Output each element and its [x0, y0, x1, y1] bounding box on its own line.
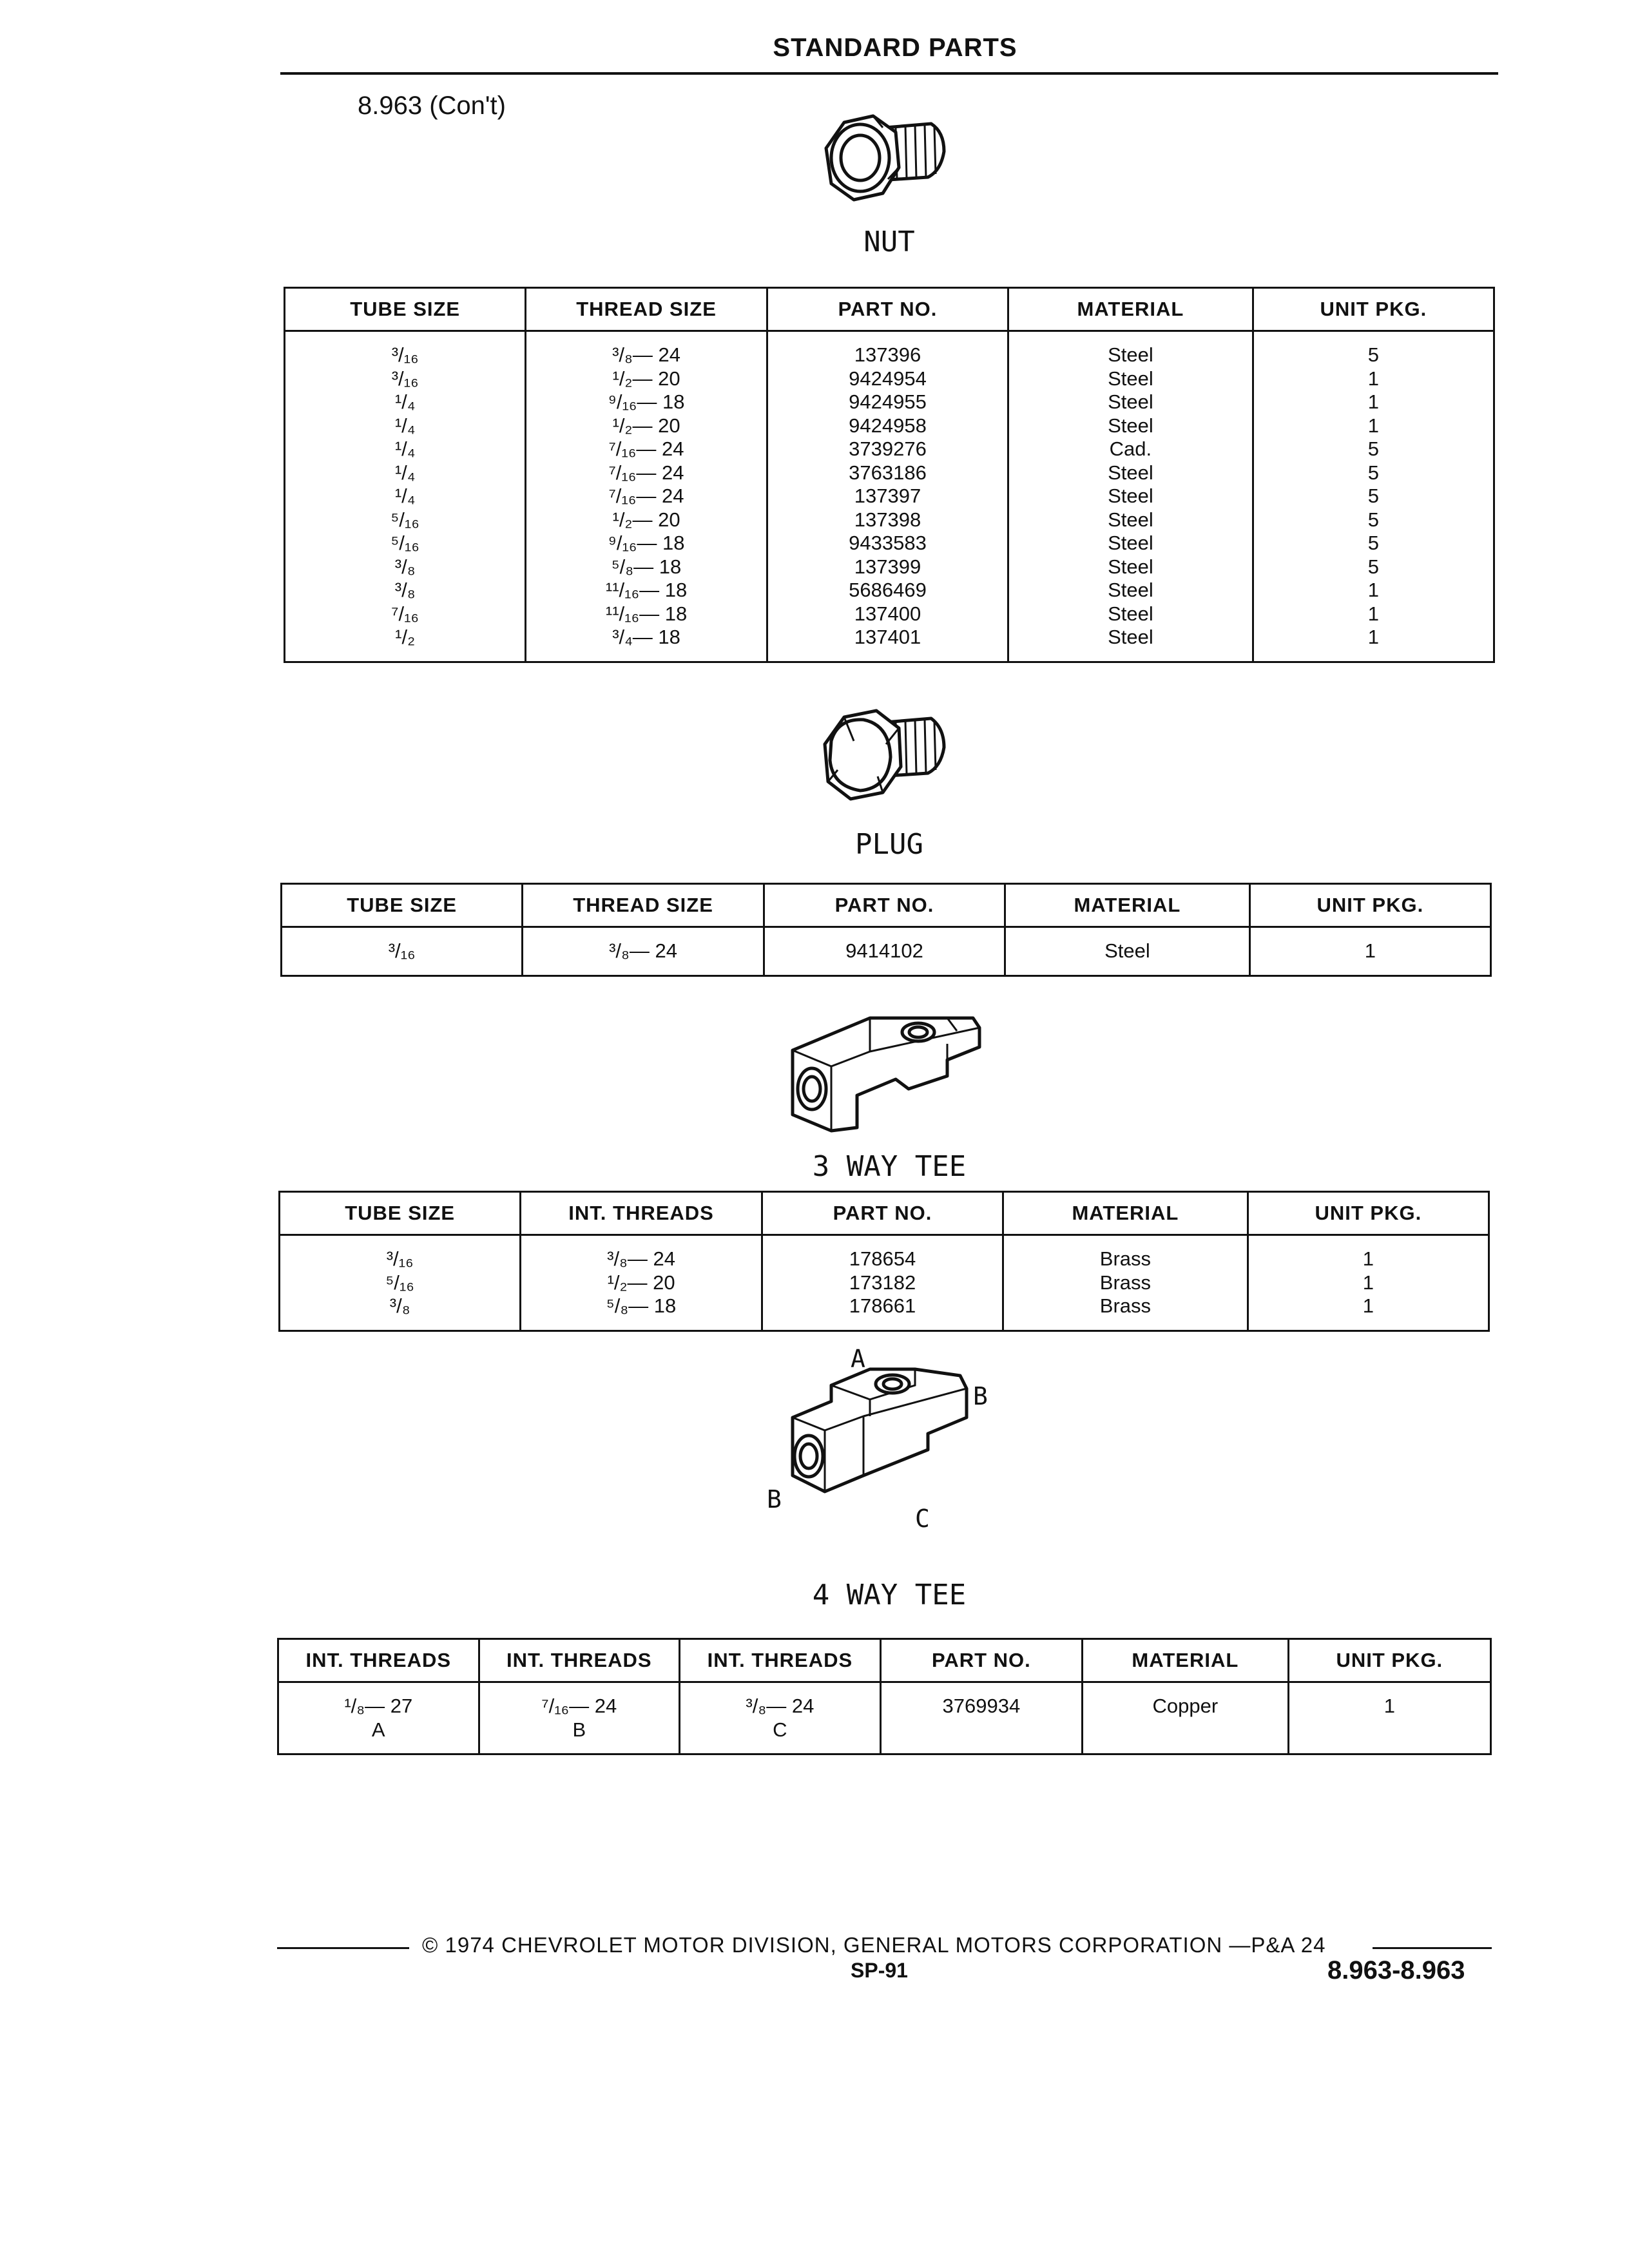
column-header: MATERIAL	[1005, 884, 1250, 927]
column-header: INT. THREADS	[680, 1639, 881, 1682]
column-header: TUBE SIZE	[282, 884, 523, 927]
tube-size-cell: ³/₁₆	[282, 927, 523, 976]
plug-table	[280, 883, 1492, 977]
column-header: TUBE SIZE	[285, 288, 526, 331]
column-header: THREAD SIZE	[523, 884, 764, 927]
column-header: INT. THREADS	[278, 1639, 479, 1682]
part-no-cell: 3769934	[880, 1682, 1082, 1754]
header-rule	[280, 72, 1498, 75]
four-way-tee-illustration	[767, 1345, 1012, 1533]
nut-caption: NUT	[863, 226, 915, 258]
page-number: SP-91	[851, 1959, 908, 1982]
footer-rule-right	[1373, 1947, 1492, 1949]
column-header: PART NO.	[767, 288, 1008, 331]
int-threads-c-cell: ³/₈— 24 C	[680, 1682, 881, 1754]
table-row	[282, 927, 1491, 976]
unit-pkg-cell: 1	[1249, 927, 1490, 976]
material-cell: Steel	[1005, 927, 1250, 976]
int-threads-a-cell: ¹/₈— 27 A	[278, 1682, 479, 1754]
column-header: INT. THREADS	[479, 1639, 680, 1682]
table-row	[278, 1682, 1491, 1754]
column-header: MATERIAL	[1003, 1192, 1248, 1235]
thread-size-cell: ³/₈— 24 ¹/₂— 20 ⁹/₁₆— 18 ¹/₂— 20 ⁷/₁₆— 24 ⁷/₁₆— 24 ⁷/₁₆— 24 ¹/₂— 20 ⁹/₁₆— 18 ⁵/₈— 18 ¹¹/₁₆— 18 ¹¹/₁₆— 18 ³/₄— 18	[526, 331, 767, 662]
int-threads-cell: ³/₈— 24 ¹/₂— 20 ⁵/₈— 18	[521, 1235, 762, 1331]
nut-table	[284, 287, 1495, 663]
three-way-tee-caption: 3 WAY TEE	[812, 1150, 967, 1183]
label-a: A	[851, 1345, 865, 1373]
label-b-top: B	[973, 1382, 988, 1410]
label-b-left: B	[767, 1485, 782, 1514]
column-header: INT. THREADS	[521, 1192, 762, 1235]
nut-illustration	[818, 110, 954, 203]
three-way-tee-illustration	[786, 1005, 992, 1134]
tube-size-cell: ³/₁₆ ³/₁₆ ¹/₄ ¹/₄ ¹/₄ ¹/₄ ¹/₄ ⁵/₁₆ ⁵/₁₆ ³/₈ ³/₈ ⁷/₁₆ ¹/₂	[285, 331, 526, 662]
thread-size-cell: ³/₈— 24	[523, 927, 764, 976]
copyright-line: © 1974 CHEVROLET MOTOR DIVISION, GENERAL MOTORS CORPORATION —P&A 24	[422, 1933, 1326, 1957]
material-cell: Copper	[1083, 1682, 1289, 1754]
plug-caption: PLUG	[855, 828, 923, 861]
material-cell: Steel Steel Steel Steel Cad. Steel Steel Steel Steel Steel Steel Steel Steel	[1008, 331, 1253, 662]
table-row	[280, 1235, 1489, 1331]
part-no-cell: 137396 9424954 9424955 9424958 3739276 3763186 137397 137398 9433583 137399 5686469 137400 137401	[767, 331, 1008, 662]
footer-rule-left	[277, 1947, 409, 1949]
plug-illustration	[818, 706, 954, 802]
material-cell: Brass Brass Brass	[1003, 1235, 1248, 1331]
four-way-tee-table	[277, 1638, 1492, 1755]
page-title: STANDARD PARTS	[773, 34, 1017, 62]
label-c: C	[915, 1504, 930, 1533]
column-header: UNIT PKG.	[1249, 884, 1490, 927]
column-header: MATERIAL	[1083, 1639, 1289, 1682]
three-way-tee-table	[278, 1191, 1490, 1332]
section-number: 8.963 (Con't)	[358, 91, 506, 120]
column-header: TUBE SIZE	[280, 1192, 521, 1235]
unit-pkg-cell: 1	[1288, 1682, 1490, 1754]
part-no-cell: 9414102	[764, 927, 1005, 976]
column-header: UNIT PKG.	[1253, 288, 1494, 331]
unit-pkg-cell: 1 1 1	[1248, 1235, 1489, 1331]
tube-size-cell: ³/₁₆ ⁵/₁₆ ³/₈	[280, 1235, 521, 1331]
int-threads-b-cell: ⁷/₁₆— 24 B	[479, 1682, 680, 1754]
column-header: PART NO.	[764, 884, 1005, 927]
unit-pkg-cell: 5 1 1 1 5 5 5 5 5 5 1 1 1	[1253, 331, 1494, 662]
column-header: UNIT PKG.	[1248, 1192, 1489, 1235]
section-range: 8.963-8.963	[1327, 1956, 1465, 1984]
column-header: PART NO.	[762, 1192, 1003, 1235]
column-header: MATERIAL	[1008, 288, 1253, 331]
part-no-cell: 178654 173182 178661	[762, 1235, 1003, 1331]
four-way-tee-caption: 4 WAY TEE	[812, 1579, 967, 1611]
table-row	[285, 331, 1494, 662]
column-header: PART NO.	[880, 1639, 1082, 1682]
column-header: THREAD SIZE	[526, 288, 767, 331]
column-header: UNIT PKG.	[1288, 1639, 1490, 1682]
